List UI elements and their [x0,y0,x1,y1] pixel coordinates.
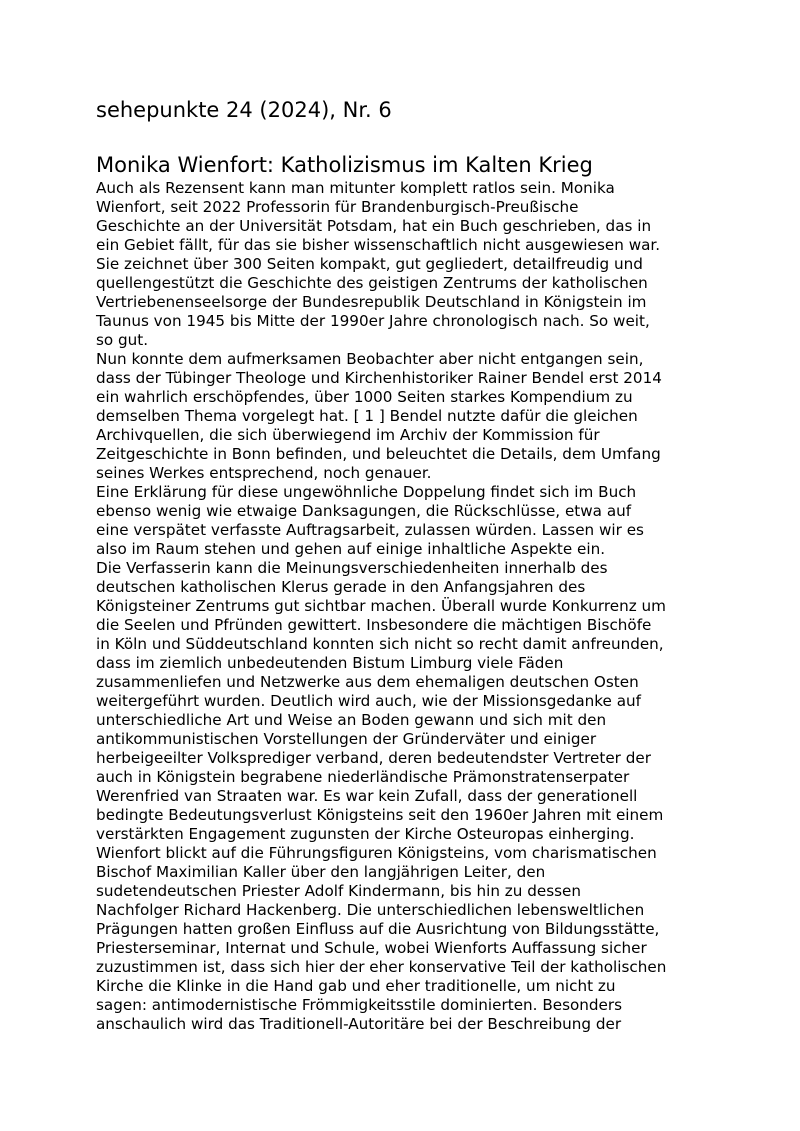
text-line: sudetendeutschen Priester Adolf Kindermann, bis hin zu dessen [96,882,582,900]
text-line: verstärkten Engagement zugunsten der Kirche Osteuropas einherging. [96,825,635,843]
article-title: Monika Wienfort: Katholizismus im Kalten Krieg [96,153,593,177]
text-line: quellengestützt die Geschichte des geistigen Zentrums der katholischen [96,274,648,292]
text-line: Sie zeichnet über 300 Seiten kompakt, gut gegliedert, detailfreudig und [96,255,643,273]
text-line: in Köln und Süddeutschland konnten sich nicht so recht damit anfreunden, [96,635,664,653]
text-line: Nun konnte dem aufmerksamen Beobachter aber nicht entgangen sein, [96,350,644,368]
text-line: Geschichte an der Universität Potsdam, hat ein Buch geschrieben, das in [96,217,652,235]
text-line: unterschiedliche Art und Weise an Boden gewann und sich mit den [96,711,607,729]
text-line: weitergeführt wurden. Deutlich wird auch, wie der Missionsgedanke auf [96,692,641,710]
text-line: Eine Erklärung für diese ungewöhnliche Doppelung findet sich im Buch [96,483,637,501]
text-line: Auch als Rezensent kann man mitunter komplett ratlos sein. Monika [96,179,615,197]
text-line: Kirche die Klinke in die Hand gab und eher traditionelle, um nicht zu [96,977,616,995]
body-paragraph [96,350,706,483]
text-line: Vertriebenenseelsorge der Bundesrepublik Deutschland in Königstein im [96,293,647,311]
text-line: so gut. [96,331,149,349]
body-paragraph [96,559,706,1034]
text-line: seines Werkes entsprechend, noch genauer. [96,464,432,482]
text-line: bedingte Bedeutungsverlust Königsteins seit den 1960er Jahren mit einem [96,806,664,824]
document-page [96,96,706,1034]
text-line: also im Raum stehen und gehen auf einige inhaltliche Aspekte ein. [96,540,606,558]
text-line: antikommunistischen Vorstellungen der Gründerväter und einiger [96,730,597,748]
body-paragraph [96,483,706,559]
text-line: ein wahrlich erschöpfendes, über 1000 Seiten starkes Kompendium zu [96,388,633,406]
text-line: eine verspätet verfasste Auftragsarbeit, zulassen würden. Lassen wir es [96,521,644,539]
text-line: dass im ziemlich unbedeutenden Bistum Limburg viele Fäden [96,654,564,672]
text-line: Werenfried van Straaten war. Es war kein Zufall, dass der generationell [96,787,638,805]
text-line: die Seelen und Pfründen gewittert. Insbesondere die mächtigen Bischöfe [96,616,652,634]
text-line: anschaulich wird das Traditionell-Autoritäre bei der Beschreibung der [96,1015,622,1033]
text-line: Wienfort blickt auf die Führungsfiguren Königsteins, vom charismatischen [96,844,657,862]
body-paragraph [96,179,706,350]
text-line: Taunus von 1945 bis Mitte der 1990er Jahre chronologisch nach. So weit, [96,312,650,330]
text-line: Prägungen hatten großen Einfluss auf die Ausrichtung von Bildungsstätte, [96,920,660,938]
text-line: sagen: antimodernistische Frömmigkeitsstile dominierten. Besonders [96,996,623,1014]
text-line: demselben Thema vorgelegt hat. [ 1 ] Bendel nutzte dafür die gleichen [96,407,638,425]
text-line: Priesterseminar, Internat und Schule, wobei Wienforts Auffassung sicher [96,939,647,957]
text-line: Bischof Maximilian Kaller über den langjährigen Leiter, den [96,863,546,881]
text-line: zuzustimmen ist, dass sich hier der eher konservative Teil der katholischen [96,958,667,976]
text-line: ein Gebiet fällt, für das sie bisher wissenschaftlich nicht ausgewiesen war. [96,236,661,254]
text-line: auch in Königstein begrabene niederländische Prämonstratenserpater [96,768,630,786]
journal-issue-heading: sehepunkte 24 (2024), Nr. 6 [96,98,392,122]
text-line: zusammenliefen und Netzwerke aus dem ehemaligen deutschen Osten [96,673,639,691]
text-line: Königsteiner Zentrums gut sichtbar machen. Überall wurde Konkurrenz um [96,597,666,615]
text-line: Archivquellen, die sich überwiegend im Archiv der Kommission für [96,426,600,444]
text-line: dass der Tübinger Theologe und Kirchenhistoriker Rainer Bendel erst 2014 [96,369,662,387]
text-line: herbeigeeilter Volksprediger verband, deren bedeutendster Vertreter der [96,749,651,767]
text-line: Nachfolger Richard Hackenberg. Die unterschiedlichen lebensweltlichen [96,901,645,919]
article-body [96,179,706,1034]
text-line: Zeitgeschichte in Bonn befinden, und beleuchtet die Details, dem Umfang [96,445,661,463]
text-line: deutschen katholischen Klerus gerade in den Anfangsjahren des [96,578,586,596]
text-line: ebenso wenig wie etwaige Danksagungen, die Rückschlüsse, etwa auf [96,502,632,520]
text-line: Die Verfasserin kann die Meinungsverschiedenheiten innerhalb des [96,559,608,577]
text-line: Wienfort, seit 2022 Professorin für Brandenburgisch-Preußische [96,198,579,216]
